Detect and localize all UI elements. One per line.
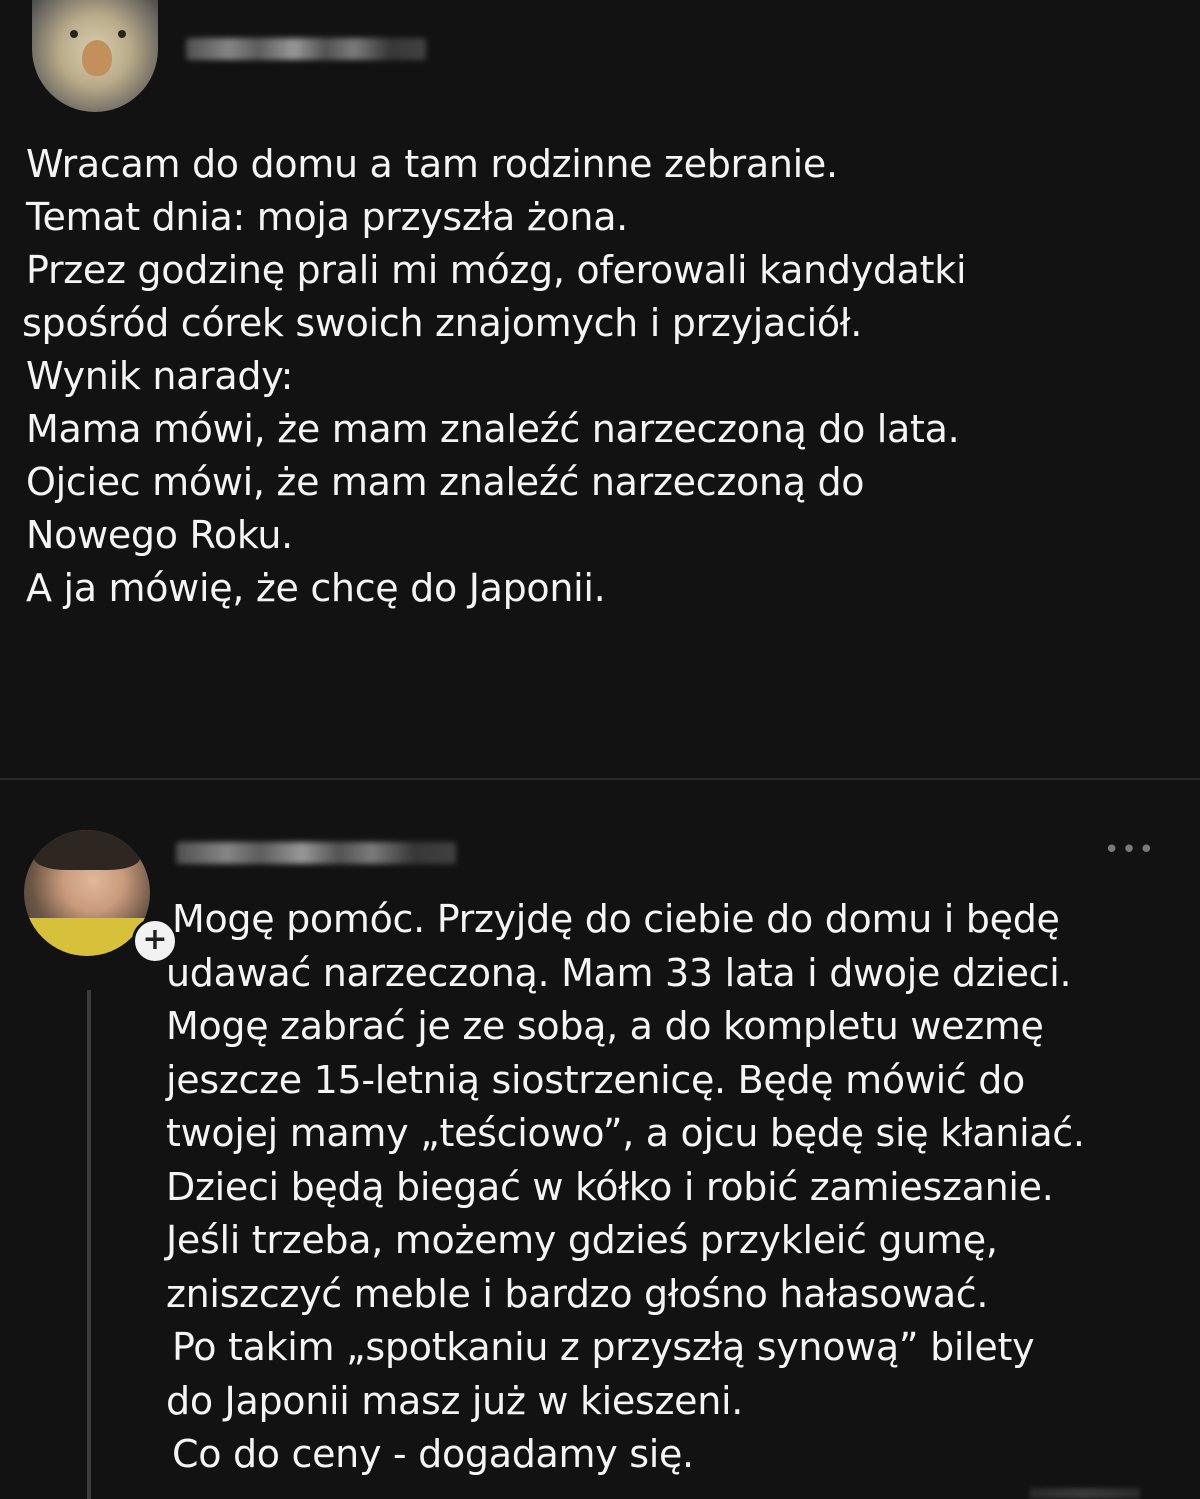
comment-line: Mogę zabrać je ze sobą, a do kompletu wezmę <box>166 1004 1044 1048</box>
post-line: A ja mówię, że chcę do Japonii. <box>26 566 606 610</box>
divider <box>0 778 1200 780</box>
post-line: Wynik narady: <box>26 354 294 398</box>
post-author-avatar[interactable] <box>32 0 158 112</box>
post-line: Temat dnia: moja przyszła żona. <box>26 195 628 239</box>
avatar-shirt <box>24 918 150 956</box>
plus-icon[interactable]: + <box>132 918 178 964</box>
duck-beak-icon <box>82 40 112 76</box>
post-line: spośród córek swoich znajomych i przyjaciół. <box>22 301 863 345</box>
post-body <box>22 138 1176 615</box>
comment-line: Co do ceny - dogadamy się. <box>172 1432 694 1476</box>
comment-line: Po takim „spotkaniu z przyszłą synową” bilety <box>172 1325 1035 1369</box>
post-author-name-blurred[interactable] <box>186 38 426 60</box>
comment-line: Mogę pomóc. Przyjdę do ciebie do domu i będę <box>172 897 1060 941</box>
comment-line: twojej mamy „teściowo”, a ojcu będę się kłaniać. <box>166 1111 1085 1155</box>
post-line: Ojciec mówi, że mam znaleźć narzeczoną do <box>26 460 865 504</box>
comment-line: Dzieci będą biegać w kółko i robić zamieszanie. <box>166 1164 1054 1209</box>
cropped-action-row <box>1030 1488 1140 1499</box>
thread-line <box>87 990 91 1499</box>
post-line: Nowego Roku. <box>26 513 293 557</box>
comment-line: do Japonii masz już w kieszeni. <box>166 1378 744 1423</box>
comment-author-avatar[interactable] <box>24 830 150 956</box>
post-line: Mama mówi, że mam znaleźć narzeczoną do lata. <box>26 407 960 451</box>
avatar-hair <box>34 830 140 870</box>
comment-body <box>166 893 1196 1482</box>
comment-author-name-blurred[interactable] <box>176 842 456 864</box>
post-line: Wracam do domu a tam rodzinne zebranie. <box>26 142 838 186</box>
avatar-eye <box>118 30 126 38</box>
post-line: Przez godzinę prali mi mózg, oferowali kandydatki <box>26 248 967 292</box>
comment-line: zniszczyć meble i bardzo głośno hałasować. <box>166 1271 989 1316</box>
avatar-eye <box>70 30 78 38</box>
comment-author <box>24 830 168 960</box>
comment-line: jeszcze 15-letnią siostrzenicę. Będę mówić do <box>166 1057 1025 1102</box>
comment-line: udawać narzeczoną. Mam 33 lata i dwoje dzieci. <box>166 950 1072 995</box>
comment-line: Jeśli trzeba, możemy gdzieś przykleić gumę, <box>166 1218 998 1262</box>
more-options-icon[interactable]: ••• <box>1104 835 1157 865</box>
